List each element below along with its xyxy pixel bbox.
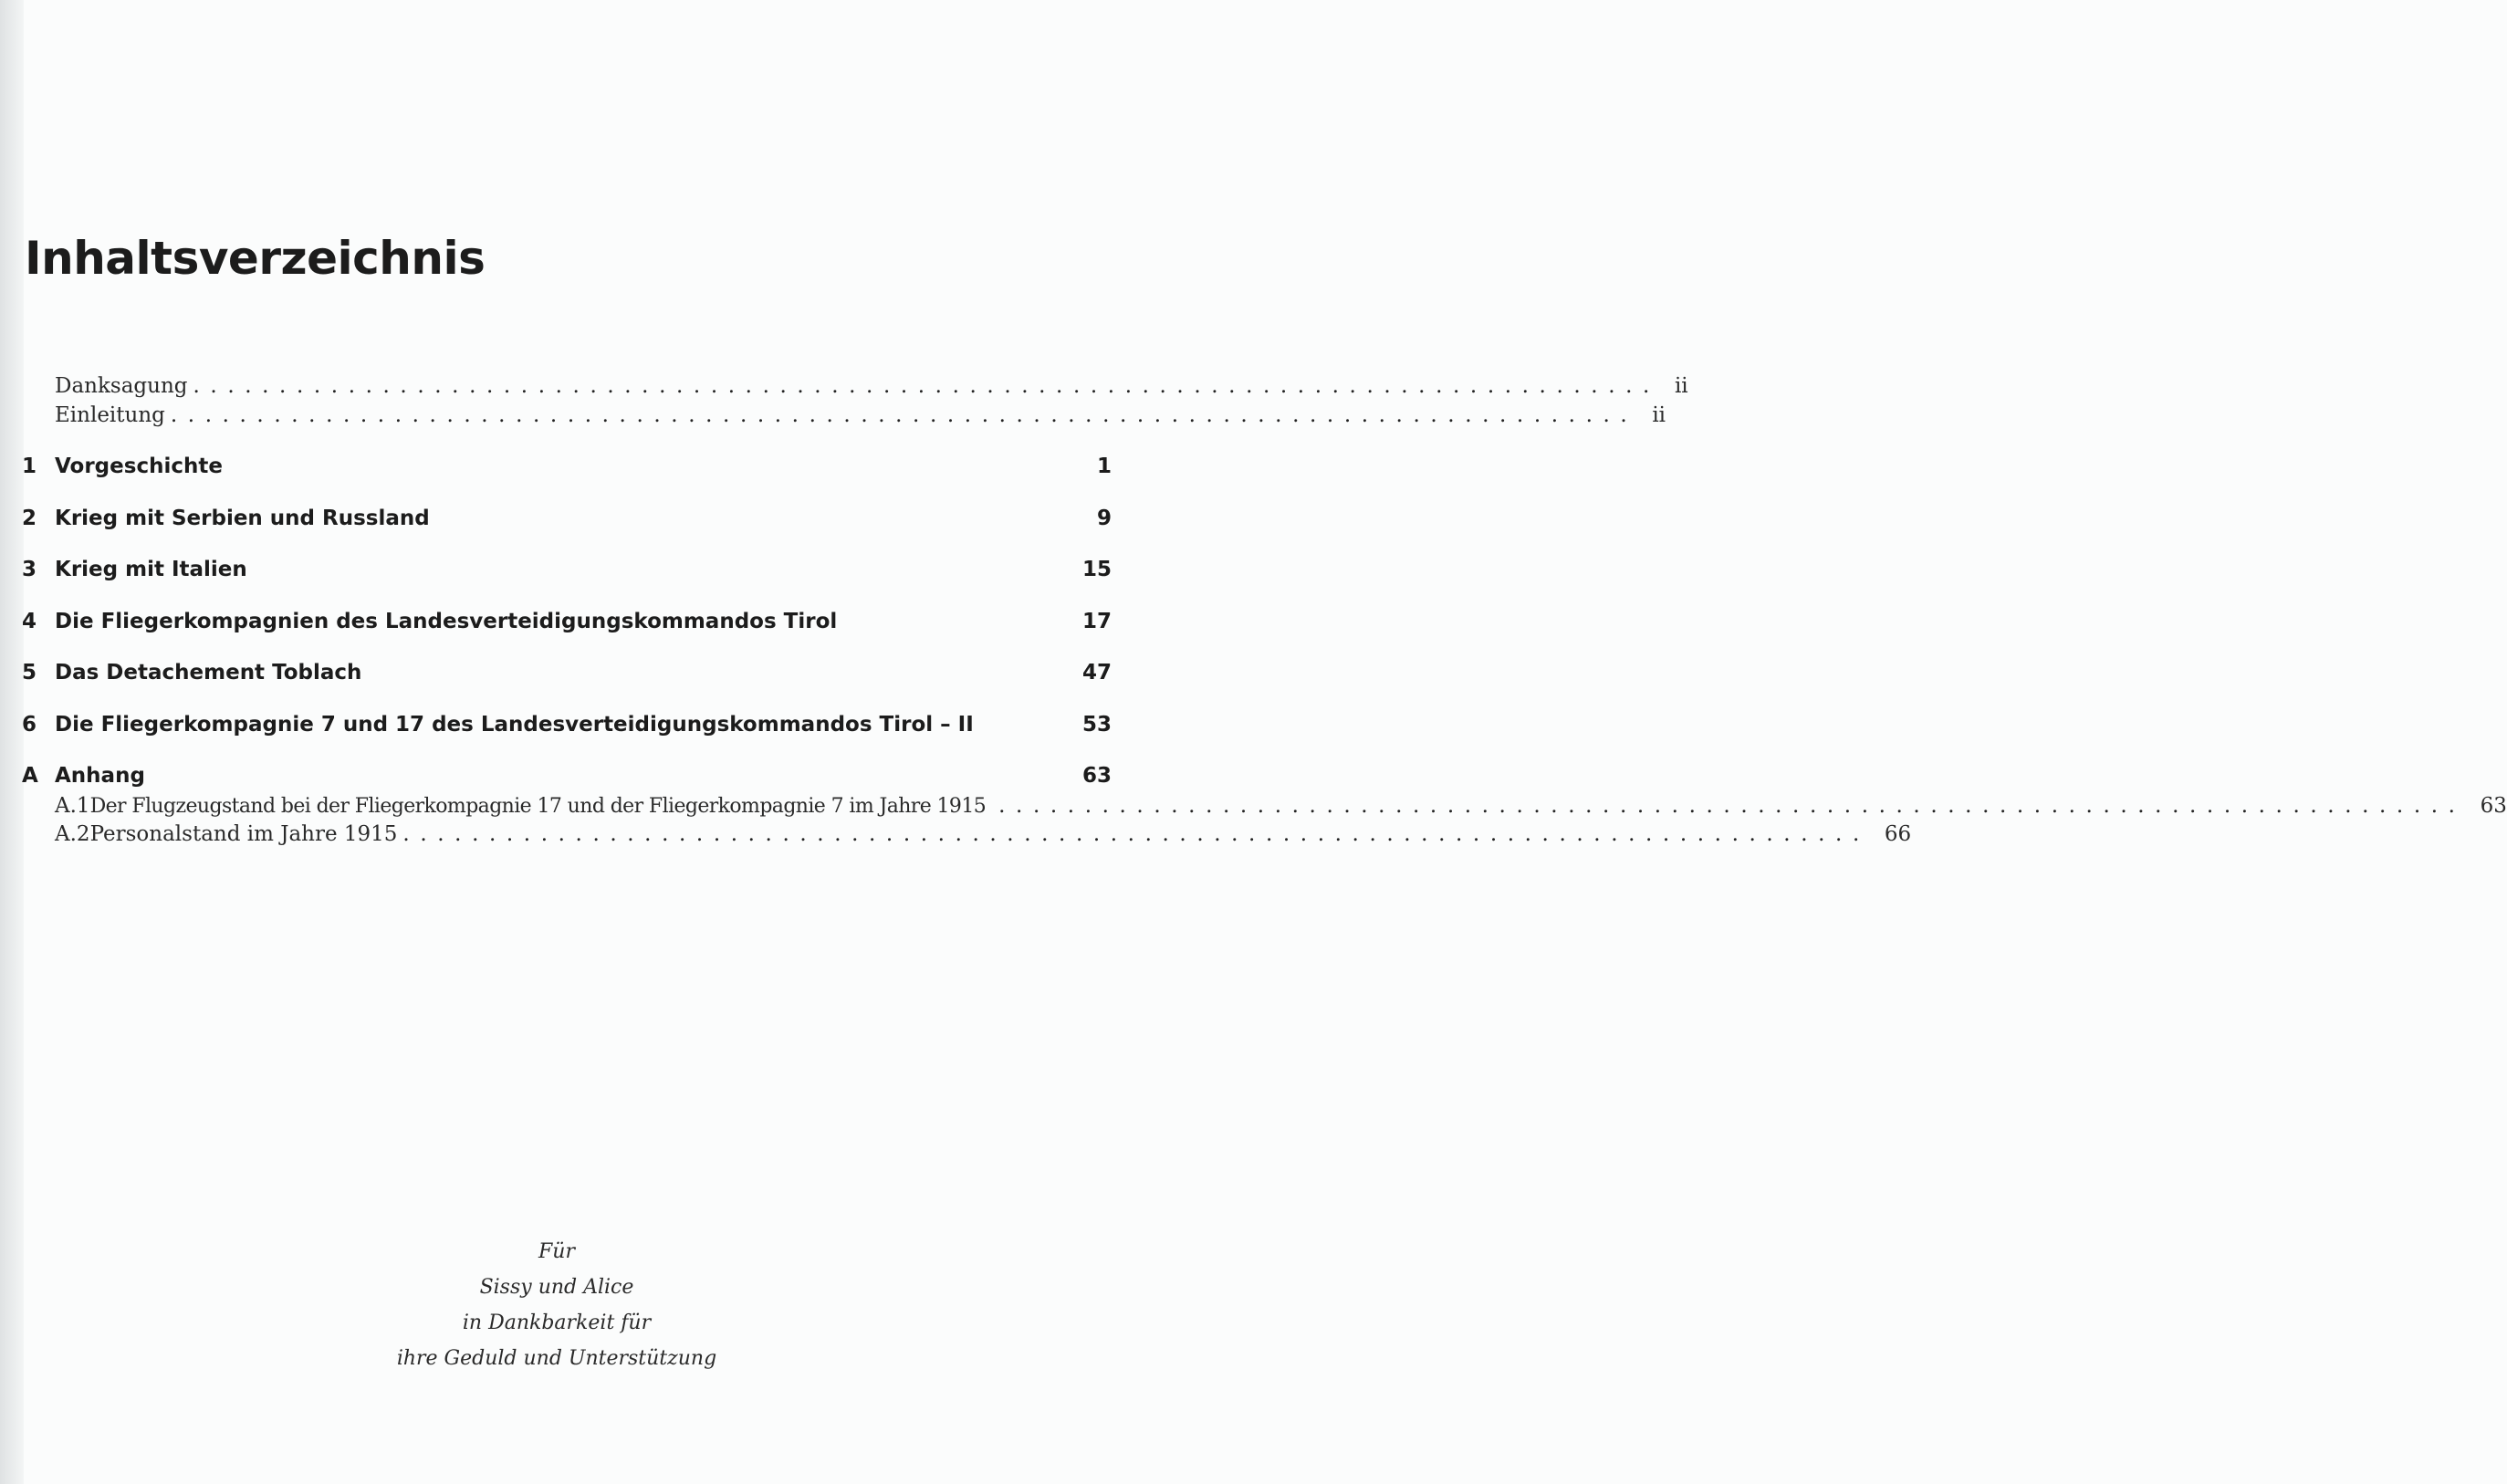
section-title: Personalstand im Jahre 1915: [89, 822, 398, 846]
page-edge: [0, 0, 24, 1484]
toc-entry-label: Einleitung: [55, 403, 165, 427]
toc-chapter-5[interactable]: [22, 661, 1112, 694]
chapter-title: Das Detachement Toblach: [55, 661, 362, 685]
chapter-page: 17: [1081, 610, 1112, 633]
toc-section-a2[interactable]: [22, 822, 1912, 855]
chapter-title: Vorgeschichte: [55, 455, 223, 478]
chapter-number: 2: [22, 507, 37, 530]
chapter-number: 1: [22, 455, 37, 478]
chapter-title: Krieg mit Italien: [55, 558, 247, 581]
page-title: Inhaltsverzeichnis: [25, 232, 486, 285]
chapter-page: 15: [1081, 558, 1112, 581]
chapter-title: Die Fliegerkompagnien des Landesverteidigungskommandos Tirol: [55, 610, 838, 633]
toc-entry-label: Danksagung: [55, 374, 188, 398]
dot-leader: .....................................................................................: [193, 374, 1660, 398]
section-number: A.2: [55, 822, 90, 846]
chapter-page: 47: [1081, 661, 1112, 685]
dedication-line: Sissy und Alice: [479, 1276, 634, 1299]
toc-entry-einleitung[interactable]: [22, 403, 1666, 436]
chapter-page: 9: [1096, 507, 1112, 530]
section-number: A.1: [55, 794, 90, 818]
chapter-page: 53: [1081, 713, 1112, 737]
toc-chapter-3[interactable]: [22, 558, 1112, 590]
chapter-number: 5: [22, 661, 37, 685]
toc-chapter-2[interactable]: [22, 507, 1112, 539]
toc-entry-page: ii: [1652, 403, 1666, 427]
dedication-line: ihre Geduld und Unterstützung: [396, 1347, 717, 1370]
toc-chapter-1[interactable]: [22, 455, 1112, 487]
chapter-page: 63: [1081, 764, 1112, 788]
section-page: 63: [2480, 794, 2507, 818]
toc-chapter-6[interactable]: [22, 713, 1112, 746]
dot-leader: .....................................................................................: [402, 822, 1870, 846]
chapter-number: 6: [22, 713, 37, 737]
dedication-line: in Dankbarkeit für: [462, 1312, 652, 1334]
toc-chapter-4[interactable]: [22, 610, 1112, 643]
dot-leader: .....................................................................................: [998, 794, 2466, 818]
chapter-number: 4: [22, 610, 37, 633]
chapter-number: 3: [22, 558, 37, 581]
chapter-number: A: [22, 764, 38, 788]
chapter-title: Krieg mit Serbien und Russland: [55, 507, 430, 530]
chapter-title: Die Fliegerkompagnie 7 und 17 des Landesverteidigungskommandos Tirol – II: [55, 713, 974, 737]
section-page: 66: [1884, 822, 1912, 846]
section-title: Der Flugzeugstand bei der Fliegerkompagnie 17 und der Fliegerkompagnie 7 im Jahre 1915: [89, 795, 987, 818]
toc-chapter-appendix[interactable]: [22, 764, 1112, 797]
toc-entry-danksagung[interactable]: [22, 374, 1688, 407]
dedication-line: Für: [538, 1240, 575, 1263]
chapter-title: Anhang: [55, 764, 145, 788]
toc-entry-page: ii: [1674, 374, 1688, 398]
dot-leader: .....................................................................................: [170, 403, 1638, 427]
dedication: [356, 1234, 757, 1376]
chapter-page: 1: [1096, 455, 1112, 478]
